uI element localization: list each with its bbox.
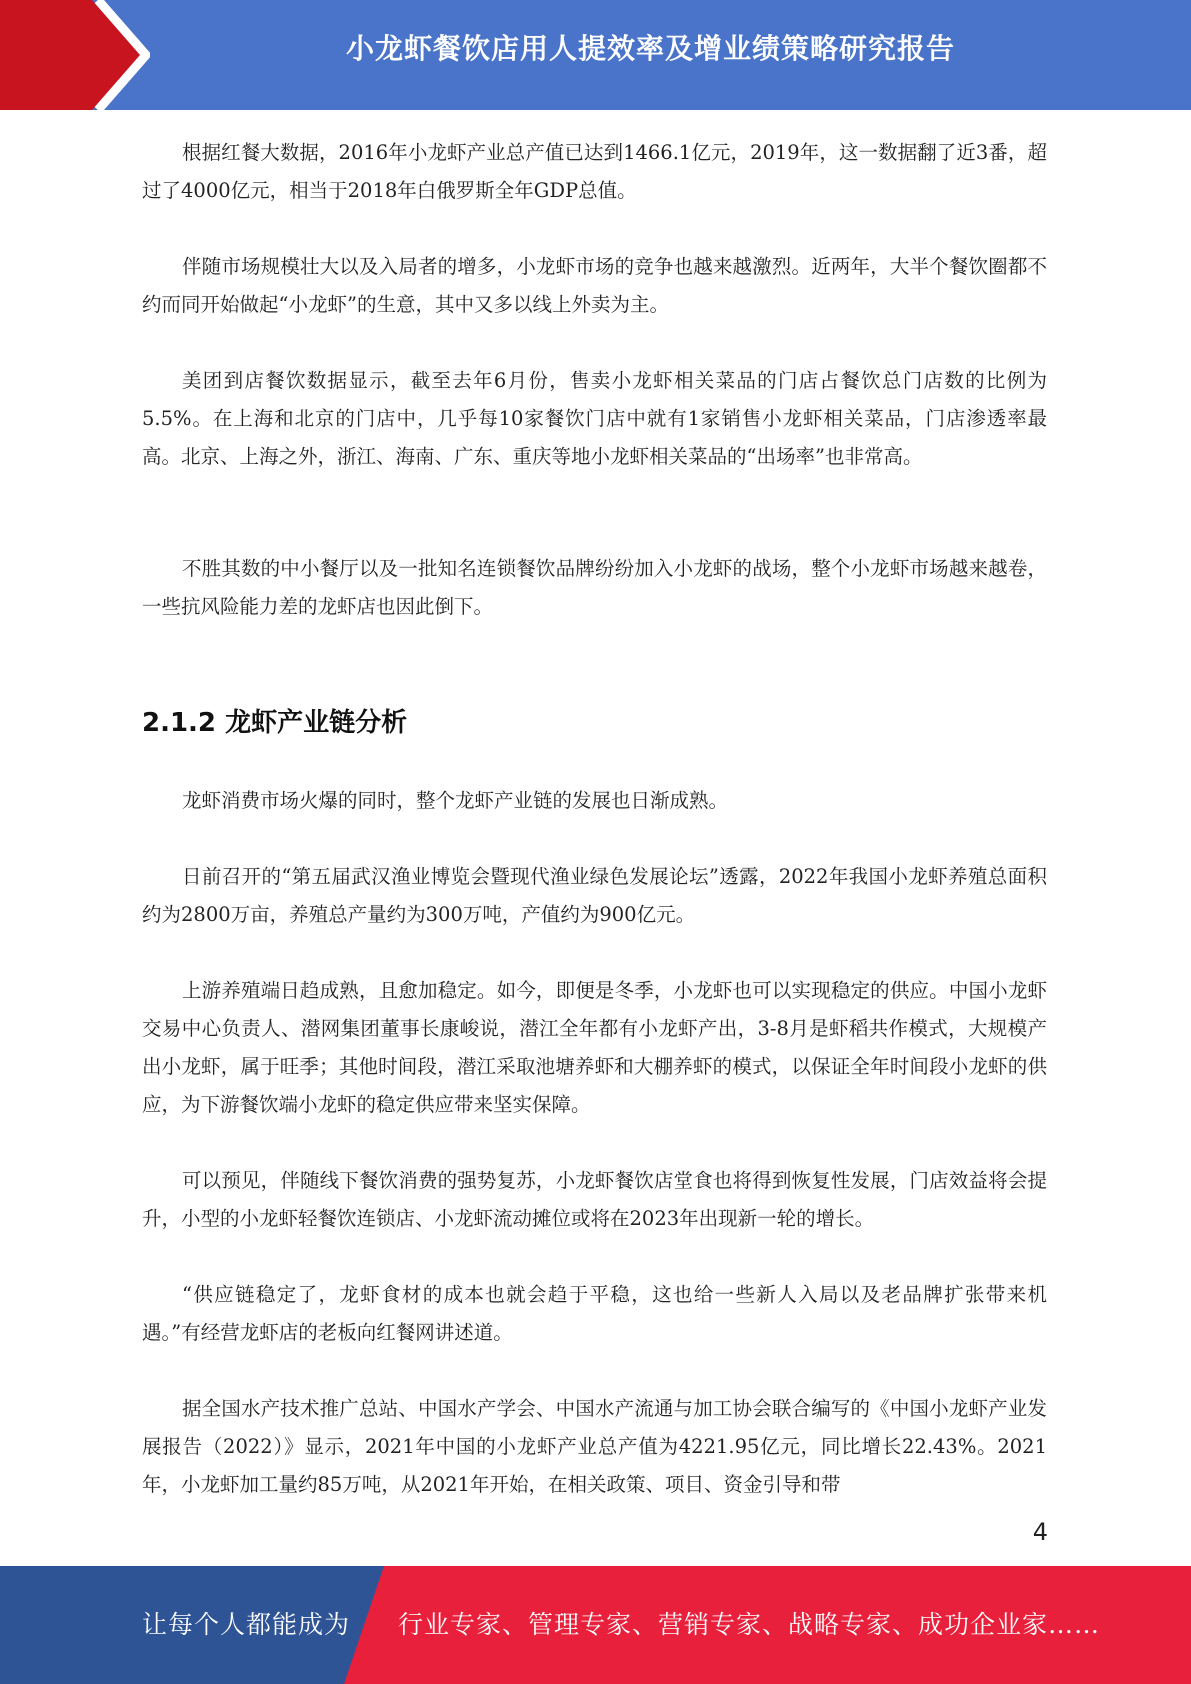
red-chevron-icon: [0, 0, 150, 110]
section-heading: 2.1.2 龙虾产业链分析: [142, 708, 408, 738]
paragraph-meituan-data: 美团到店餐饮数据显示，截至去年6月份，售卖小龙虾相关菜品的门店占餐饮总门店数的比例为5.5%。在上海和北京的门店中，几乎每10家餐饮门店中就有1家销售小龙虾相关菜品，门店渗透率最高。北京、上海之外，浙江、海南、广东、重庆等地小龙虾相关菜品的“出场率”也非常高。: [142, 369, 1047, 468]
page-number: 4: [1032, 1518, 1048, 1546]
paragraph-quote: “供应链稳定了，龙虾食材的成本也就会趋于平稳，这也给一些新人入局以及老品牌扩张带来机遇。”有经营龙虾店的老板向红餐网讲述道。: [142, 1283, 1047, 1344]
report-title: 小龙虾餐饮店用人提效率及增业绩策略研究报告: [345, 32, 955, 65]
paragraph-industry-chain: 龙虾消费市场火爆的同时，整个龙虾产业链的发展也日渐成熟。: [182, 789, 729, 812]
report-header: [0, 0, 1191, 110]
paragraph-forum: 日前召开的“第五届武汉渔业博览会暨现代渔业绿色发展论坛”透露，2022年我国小龙虾养殖总面积约为2800万亩，养殖总产量约为300万吨，产值约为900亿元。: [142, 865, 1047, 926]
report-footer: [0, 1566, 1191, 1684]
footer-slogan-right: 行业专家、管理专家、营销专家、战略专家、成功企业家……: [398, 1610, 1101, 1639]
paragraph-chain-brands: 不胜其数的中小餐厅以及一批知名连锁餐饮品牌纷纷加入小龙虾的战场，整个小龙虾市场越来越卷，一些抗风险能力差的龙虾店也因此倒下。: [142, 557, 1047, 618]
paragraph-industry-report: 据全国水产技术推广总站、中国水产学会、中国水产流通与加工协会联合编写的《中国小龙虾产业发展报告（2022）》显示，2021年中国的小龙虾产业总产值为4221.95亿元，同比增长22.43%。2021年，小龙虾加工量约85万吨，从2021年开始，在相关政策、项目、资金引导和带: [142, 1397, 1047, 1496]
paragraph-market-value: 根据红餐大数据，2016年小龙虾产业总产值已达到1466.1亿元，2019年，这一数据翻了近3番，超过了4000亿元，相当于2018年白俄罗斯全年GDP总值。: [142, 141, 1047, 202]
paragraph-forecast: 可以预见，伴随线下餐饮消费的强势复苏，小龙虾餐饮店堂食也将得到恢复性发展，门店效益将会提升，小型的小龙虾轻餐饮连锁店、小龙虾流动摊位或将在2023年出现新一轮的增长。: [142, 1169, 1047, 1230]
paragraph-upstream: 上游养殖端日趋成熟，且愈加稳定。如今，即便是冬季，小龙虾也可以实现稳定的供应。中国小龙虾交易中心负责人、潜网集团董事长康峻说，潜江全年都有小龙虾产出，3-8月是虾稻共作模式，大规模产出小龙虾，属于旺季；其他时间段，潜江采取池塘养虾和大棚养虾的模式，以保证全年时间段小龙虾的供应，为下游餐饮端小龙虾的稳定供应带来坚实保障。: [142, 979, 1047, 1116]
paragraph-competition: 伴随市场规模壮大以及入局者的增多，小龙虾市场的竞争也越来越激烈。近两年，大半个餐饮圈都不约而同开始做起“小龙虾”的生意，其中又多以线上外卖为主。: [142, 255, 1047, 316]
footer-slogan-left: 让每个人都能成为: [142, 1610, 351, 1639]
